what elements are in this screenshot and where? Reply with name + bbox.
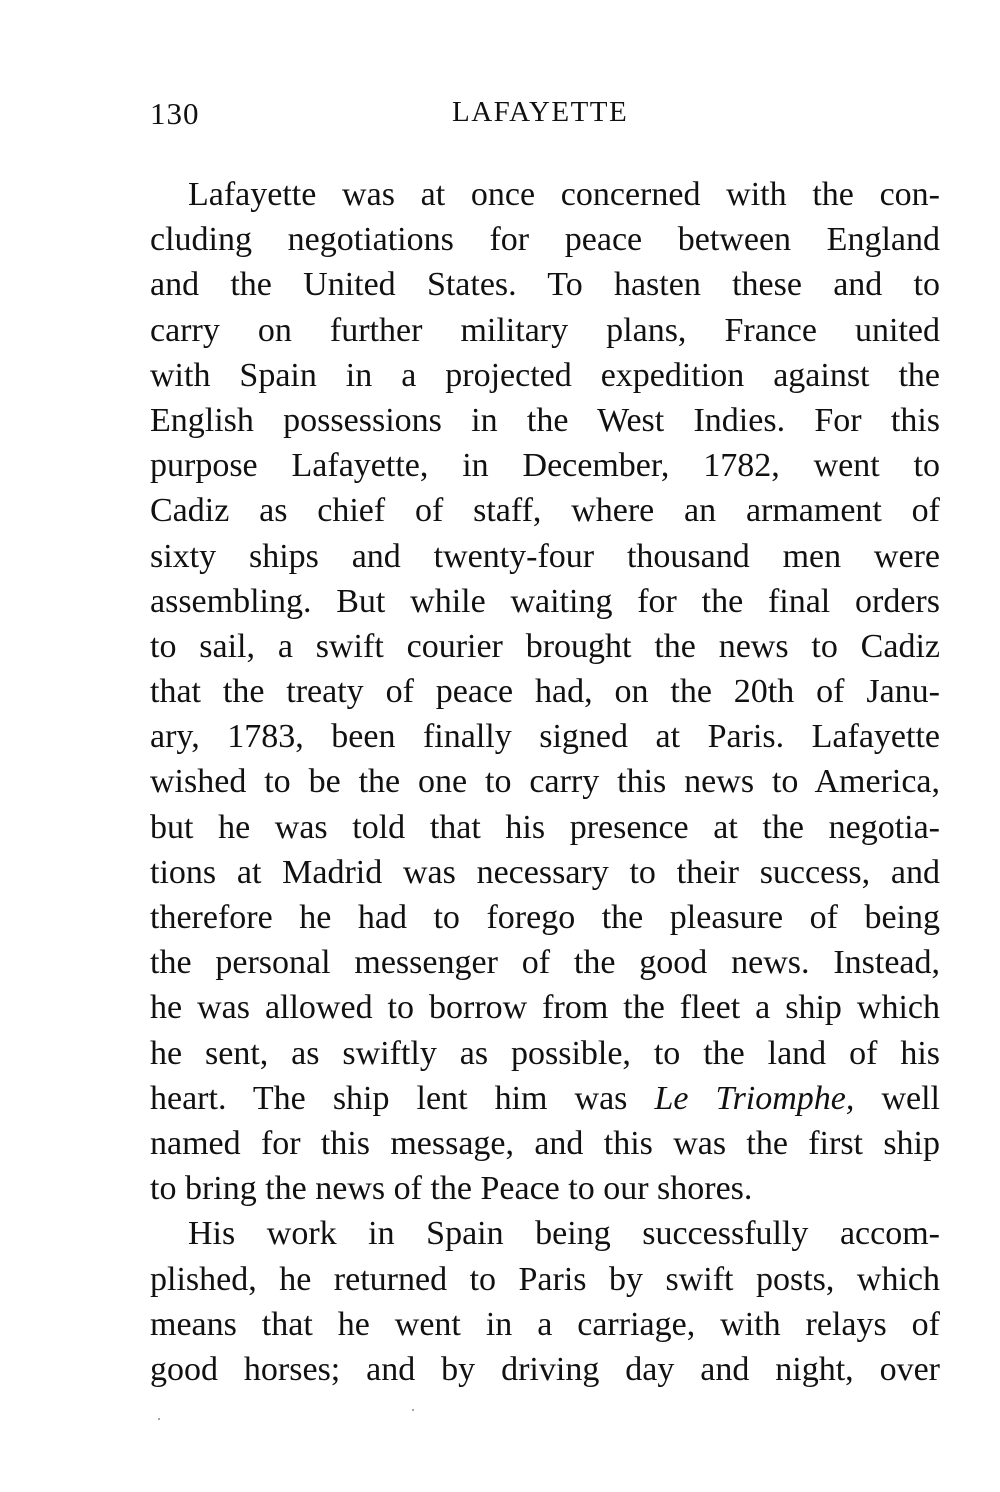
text-line: ary, 1783, been finally signed at Paris. Lafayette	[150, 718, 940, 756]
text-line: the personal messenger of the good news. Instead,	[150, 944, 940, 982]
text-line: good horses; and by driving day and night, over	[150, 1350, 940, 1388]
text-line: he was allowed to borrow from the fleet a ship which	[150, 989, 940, 1027]
text-line: sixty ships and twenty-four thousand men were	[150, 537, 940, 575]
text-line: cluding negotiations for peace between England	[150, 221, 940, 259]
text-line: means that he went in a carriage, with relays of	[150, 1305, 940, 1343]
text-line: His work in Spain being successfully accom-	[188, 1215, 940, 1253]
running-head	[150, 96, 940, 146]
text-line: Lafayette was at once concerned with the con-	[188, 176, 940, 213]
paper-speck	[412, 1409, 414, 1411]
text-line: tions at Madrid was necessary to their success, and	[150, 853, 940, 891]
ship-name-italic: Le Triomphe,	[654, 1079, 855, 1117]
text-line: that the treaty of peace had, on the 20th of Janu-	[150, 673, 940, 711]
text-line: therefore he had to forego the pleasure of being	[150, 899, 940, 936]
text-line: he sent, as swiftly as possible, to the land of his	[150, 1034, 940, 1072]
text-fragment: heart. The ship lent him was	[150, 1079, 628, 1117]
running-title: LAFAYETTE	[452, 96, 629, 128]
paper-speck	[158, 1418, 160, 1420]
paragraph-1	[150, 172, 940, 1211]
text-line: but he was told that his presence at the negotia-	[150, 808, 940, 846]
text-line: to bring the news of the Peace to our shores.	[150, 1170, 753, 1208]
text-line: with Spain in a projected expedition against the	[150, 356, 940, 394]
text-line: named for this message, and this was the first ship	[150, 1124, 940, 1162]
text-line: plished, he returned to Paris by swift posts, which	[150, 1260, 940, 1298]
text-line: carry on further military plans, France united	[150, 311, 940, 349]
page-number: 130	[150, 96, 200, 131]
text-line: English possessions in the West Indies. For this	[150, 401, 940, 439]
text-line: and the United States. To hasten these and to	[150, 266, 940, 304]
text-line: to sail, a swift courier brought the news to Cadiz	[150, 627, 940, 665]
paragraph-2	[150, 1211, 940, 1392]
text-line: wished to be the one to carry this news to America,	[150, 763, 940, 801]
body-text	[150, 172, 940, 1392]
text-line: assembling. But while waiting for the final orders	[150, 582, 940, 620]
text-fragment: well	[881, 1079, 941, 1117]
text-line: purpose Lafayette, in December, 1782, went to	[150, 447, 940, 485]
text-line-with-ship-name	[150, 1076, 940, 1121]
text-line: Cadiz as chief of staff, where an armament of	[150, 492, 940, 530]
